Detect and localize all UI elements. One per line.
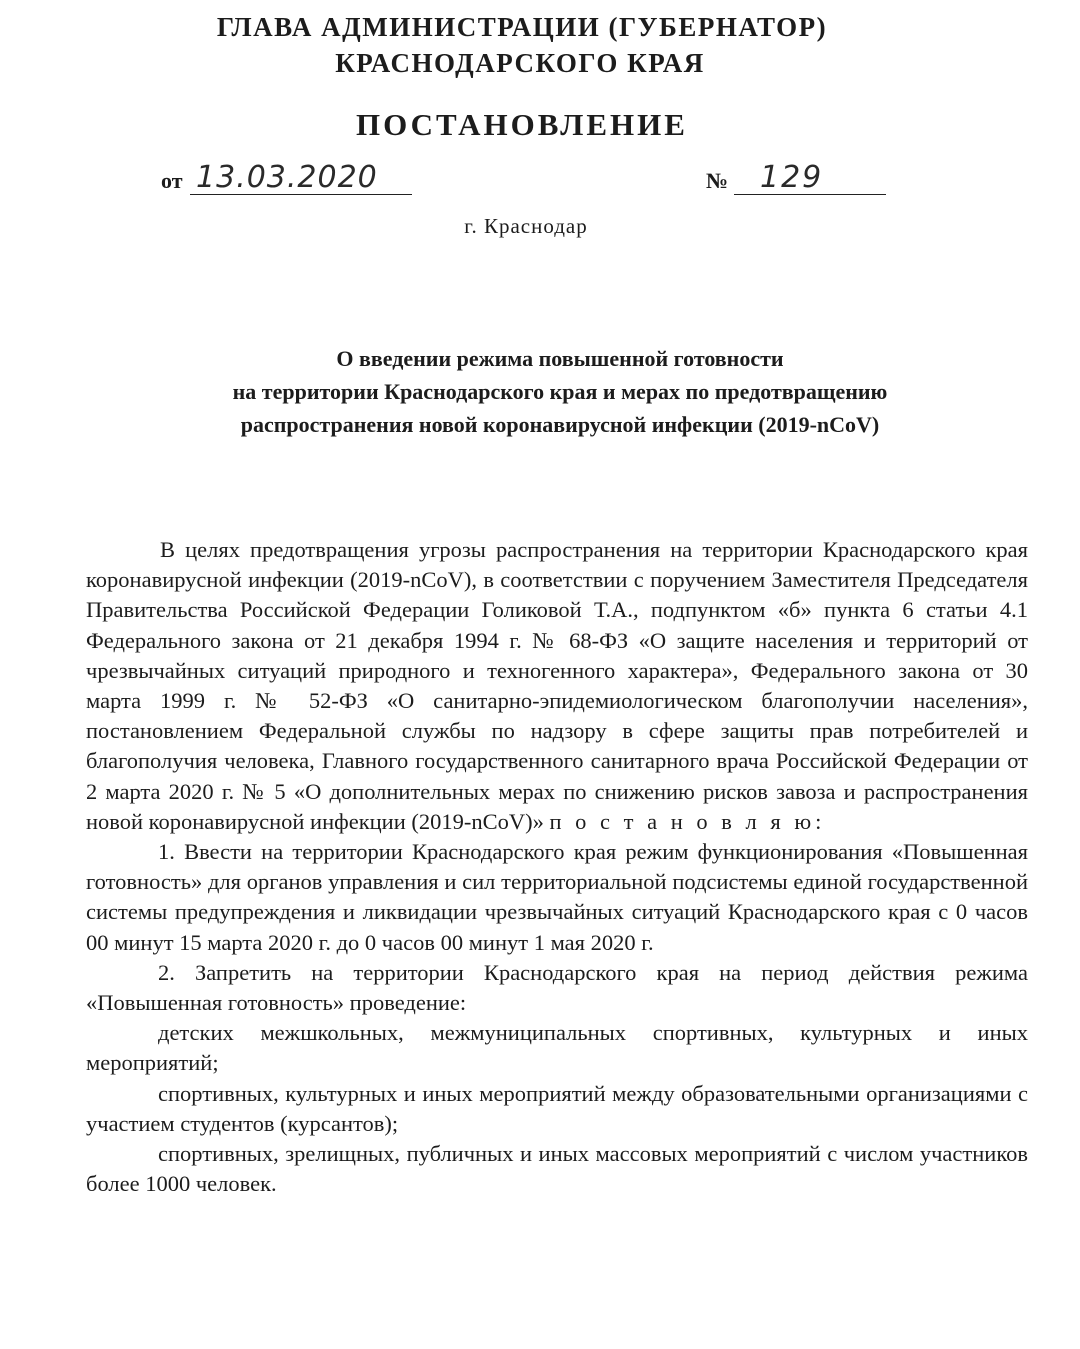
- item-2-paragraph: 2. Запретить на территории Краснодарского края на период действия режима «Повышенная готовность» проведение:: [86, 959, 1028, 1016]
- date-number-row: [0, 162, 1080, 202]
- city-line: г. Краснодар: [464, 214, 588, 238]
- title-line-3: распространения новой коронавирусной инфекции (2019-nCoV): [240, 412, 880, 437]
- document-title: [0, 342, 1080, 441]
- number-prefix: №: [706, 168, 729, 193]
- issuer-title: ГЛАВА АДМИНИСТРАЦИИ (ГУБЕРНАТОР): [216, 12, 828, 42]
- item-1-paragraph: 1. Ввести на территории Краснодарского края режим функционирования «Повышенная готовность» для органов управления и сил территориальной подсистемы единой государственной системы предупреждения и ликвидации чрезвычайных ситуаций Краснодарского края с 0 часов 00 минут 15 марта 2020 г. до 0 часов 00 минут 1 мая 2020 г.: [86, 839, 1028, 955]
- item-2c-paragraph: спортивных, зрелищных, публичных и иных массовых мероприятий с числом участников более 1000 человек.: [86, 1141, 1028, 1197]
- date-prefix: от: [161, 168, 183, 193]
- issuer-region: КРАСНОДАРСКОГО КРАЯ: [335, 48, 705, 78]
- title-line-1: О введении режима повышенной готовности: [336, 346, 784, 371]
- resolve-word: п о с т а н о в л я ю:: [549, 808, 826, 834]
- title-line-2: на территории Краснодарского края и мерах по предотвращению: [232, 379, 888, 404]
- item-2a-paragraph: детских межшкольных, межмуниципальных спортивных, культурных и иных мероприятий;: [86, 1020, 1028, 1076]
- preamble-text: В целях предотвращения угрозы распространения на территории Краснодарского края коронавирусной инфекции (2019-nCoV), в соответствии с поручением Заместителя Председателя Правительства Российской Федерации Голиковой Т.А., подпунктом «б» пункта 6 статьи 4.1 Федерального закона от 21 декабря 1994 г. № 68-ФЗ «О защите населения и территорий от чрезвычайных ситуаций природного и техногенного характера», Федерального закона от 30 марта 1999 г. № 52-ФЗ «О санитарно-эпидемиологическом благополучии населения», постановлением Федеральной службы по надзору в сфере защиты прав потребителей и благополучия человека, Главного государственного санитарного врача Российской Федерации от 2 марта 2020 г. № 5 «О дополнительных мерах по снижению рисков завоза и распространения новой коронавирусной инфекции (2019-nCoV)»: [86, 537, 1028, 834]
- item-2b-paragraph: спортивных, культурных и иных мероприятий между образовательными организациями с участием студентов (курсантов);: [86, 1080, 1028, 1136]
- preamble-paragraph: [86, 535, 1028, 837]
- document-body: [86, 535, 1028, 1199]
- handwritten-date: 13.03.2020: [196, 160, 378, 195]
- document-type: ПОСТАНОВЛЕНИЕ: [356, 107, 688, 142]
- handwritten-number: 129: [760, 160, 824, 195]
